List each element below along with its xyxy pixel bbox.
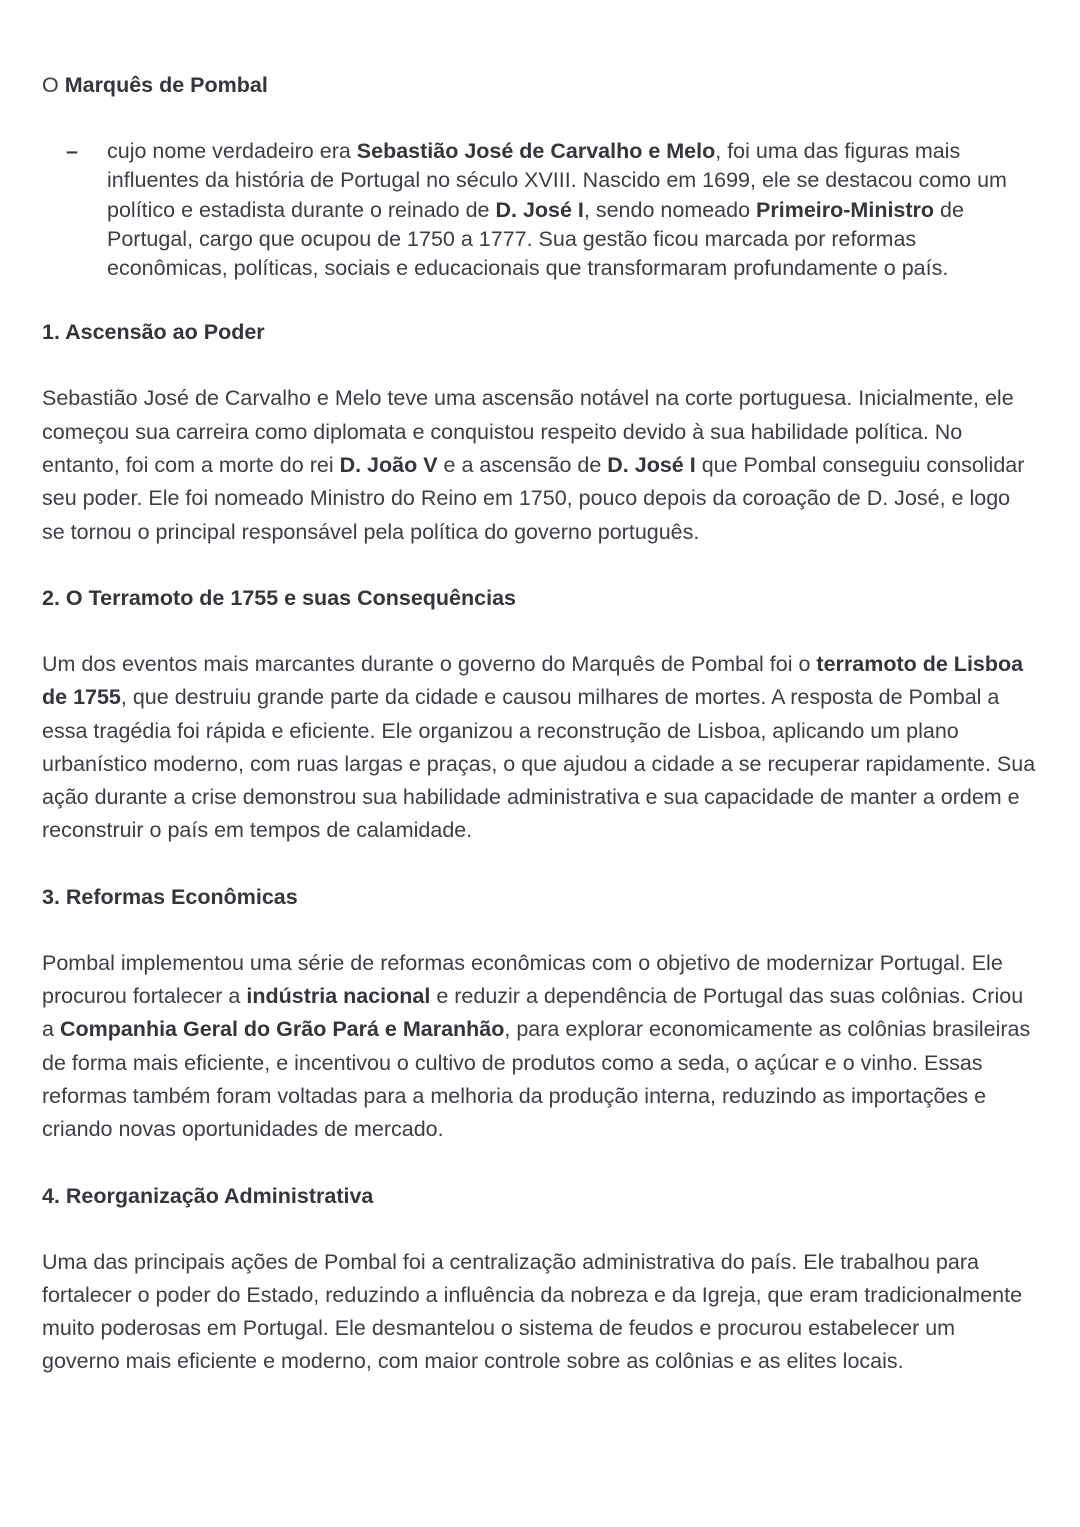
s3-text-2: e reduzir a dependência de Portugal das suas colônias. Criou a — [42, 984, 1024, 1042]
intro-text-3: , sendo nomeado — [583, 197, 757, 222]
dash-bullet-icon: – — [66, 139, 78, 163]
intro-text-1: cujo nome verdadeiro era — [107, 139, 357, 163]
section-heading-2: 2. O Terramoto de 1755 e suas Consequências — [42, 585, 516, 610]
section-paragraph-1 — [42, 382, 1042, 548]
title-bold: Marquês de Pombal — [64, 73, 268, 97]
intro-bold-title: Primeiro-Ministro — [756, 197, 935, 222]
section-heading-3: 3. Reformas Econômicas — [42, 884, 298, 909]
section-paragraph-4 — [42, 1246, 1042, 1379]
s3-text-1: Pombal implementou uma série de reformas econômicas com o objetivo de modernizar Portugal. Ele procurou fortalecer a — [42, 950, 1003, 1009]
s1-text-3: que Pombal conseguiu consolidar seu poder. Ele foi nomeado Ministro do Reino em 1750, pouco depois da coroação de D. José, e logo se tornou o principal responsável pela política do governo português. — [42, 453, 1025, 544]
intro-bold-king: D. José I — [495, 197, 584, 222]
s1-bold-1: D. João V — [339, 453, 438, 478]
s2-bold-1: terramoto de Lisboa de 1755 — [42, 651, 1024, 710]
s1-text-1: Sebastião José de Carvalho e Melo teve uma ascensão notável na corte portuguesa. Inicialmente, ele começou sua carreira como diplomata e conquistou respeito devido à sua habilidade política. No entanto, foi com a morte do rei — [42, 386, 1014, 478]
s3-text-3: , para explorar economicamente as colônias brasileiras de forma mais eficiente, e incentivou o cultivo de produtos como a seda, o açúcar e o vinho. Essas reformas também foram voltadas para a melhoria da produção interna, reduzindo as importações e criando novas oportunidades de mercado. — [42, 1017, 1031, 1142]
document — [42, 69, 1042, 1412]
document-title — [42, 69, 1042, 102]
intro-text — [107, 139, 1007, 280]
intro-text-2: , foi uma das figuras mais influentes da história de Portugal no século XVIII. Nascido em 1699, ele se destacou como um político e estadista durante o reinado de — [107, 139, 1007, 222]
section-paragraph-3 — [42, 947, 1042, 1147]
intro-bullet — [42, 137, 1042, 283]
s4-text-1: Uma das principais ações de Pombal foi a centralização administrativa do país. Ele trabalhou para fortalecer o poder do Estado, reduzindo a influência da nobreza e da Igreja, que eram tradicionalmente muito poderosas em Portugal. Ele desmantelou o sistema de feudos e procurou estabelecer um governo mais eficiente e moderno, com maior controle sobre as colônias e as elites locais. — [42, 1249, 1023, 1374]
intro-text-4: de Portugal, cargo que ocupou de 1750 a 1777. Sua gestão ficou marcada por reformas econômicas, políticas, sociais e educacionais que transformaram profundamente o país. — [107, 197, 964, 281]
section-heading-4: 4. Reorganização Administrativa — [42, 1183, 374, 1208]
s2-text-2: , que destruiu grande parte da cidade e causou milhares de mortes. A resposta de Pombal a essa tragédia foi rápida e eficiente. Ele organizou a reconstrução de Lisboa, aplicando um plano urbanístico moderno, com ruas largas e praças, o que ajudou a cidade a se recuperar rapidamente. Sua ação durante a crise demonstrou sua habilidade administrativa e sua capacidade de manter a ordem e reconstruir o país em tempos de calamidade. — [42, 685, 1036, 843]
section-paragraph-2 — [42, 648, 1042, 848]
intro-bold-name: Sebastião José de Carvalho e Melo — [356, 139, 716, 163]
s3-bold-1: indústria nacional — [246, 984, 431, 1009]
s1-text-2: e a ascensão de — [437, 453, 608, 478]
s3-bold-2: Companhia Geral do Grão Pará e Maranhão — [59, 1017, 505, 1042]
section-heading-1: 1. Ascensão ao Poder — [42, 320, 265, 345]
title-prefix: O — [42, 73, 65, 97]
s2-text-1: Um dos eventos mais marcantes durante o governo do Marquês de Pombal foi o — [42, 651, 817, 676]
s1-bold-2: D. José I — [607, 453, 696, 478]
